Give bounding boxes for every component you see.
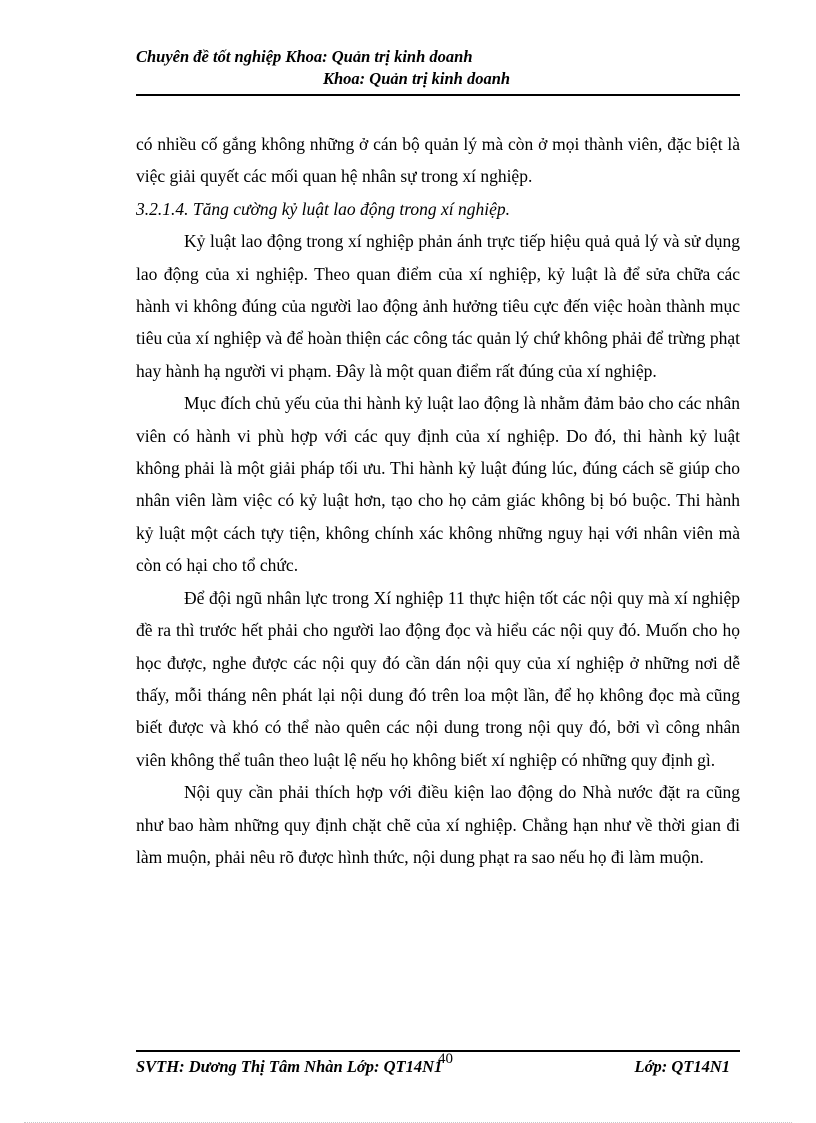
paragraph-2: Kỷ luật lao động trong xí nghiệp phản ánh trực tiếp hiệu quả quả lý và sử dụng lao động của xi nghiệp. Theo quan điểm của xí nghiệp, kỷ luật là để sửa chữa các hành vi không đúng của người lao động ảnh hưởng tiêu cực đến việc hoàn thành mục tiêu của xí nghiệp và để hoàn thiện các công tác quản lý chứ không phải để trừng phạt hay hành hạ người vi phạm. Đây là một quan điểm rất đúng của xí nghiệp. — [136, 231, 740, 381]
page-footer — [136, 1051, 740, 1079]
header-rule — [136, 94, 740, 96]
paragraph-5: Nội quy cần phải thích hợp với điều kiện lao động do Nhà nước đặt ra cũng như bao hàm những quy định chặt chẽ của xí nghiệp. Chẳng hạn như về thời gian đi làm muộn, phải nêu rõ được hình thức, nội dung phạt ra sao nếu họ đi làm muộn. — [136, 782, 740, 867]
paragraph-1: có nhiều cố gắng không những ở cán bộ quản lý mà còn ở mọi thành viên, đặc biệt là việc giải quyết các mối quan hệ nhân sự trong xí nghiệp. — [136, 134, 740, 187]
page-header — [136, 46, 740, 90]
paragraph-3: Mục đích chủ yếu của thi hành kỷ luật lao động là nhằm đảm bảo cho các nhân viên có hành vi phù hợp với các quy định của xí nghiệp. Do đó, thi hành kỷ luật không phải là một giải pháp tối ưu. Thi hành kỷ luật đúng lúc, đúng cách sẽ giúp cho nhân viên làm việc có kỷ luật hơn, tạo cho họ cảm giác không bị bó buộc. Thi hành kỷ luật một cách tựy tiện, không chính xác không những nguy hại với nhân viên mà còn có hại cho tổ chức. — [136, 393, 740, 576]
header-line-1: Chuyên đề tốt nghiệp Khoa: Quản trị kinh doanh — [136, 47, 473, 66]
footer-class: Lớp: QT14N1 — [634, 1057, 730, 1076]
section-subheading: 3.2.1.4. Tăng cường kỷ luật lao động trong xí nghiệp. — [136, 198, 511, 219]
page-content — [136, 128, 740, 873]
page-number: 40 — [438, 1051, 453, 1067]
header-line-2: Khoa: Quản trị kinh doanh — [323, 69, 511, 88]
footer-author: SVTH: Dương Thị Tâm Nhàn Lớp: QT14N1 — [136, 1057, 443, 1076]
paragraph-4: Để đội ngũ nhân lực trong Xí nghiệp 11 thực hiện tốt các nội quy mà xí nghiệp đề ra thì trước hết phải cho người lao động đọc và hiểu các nội quy đó. Muốn cho họ học được, nghe được các nội quy đó cần dán nội quy của xí nghiệp ở những nơi dễ thấy, mỗi tháng nên phát lại nội dung đó trên loa một lần, để họ không đọc mà cũng biết được và khó có thể nào quên các nội dung trong nội quy đó, bởi vì công nhân viên không thể tuân theo luật lệ nếu họ không biết xí nghiệp có những quy định gì. — [136, 587, 740, 770]
